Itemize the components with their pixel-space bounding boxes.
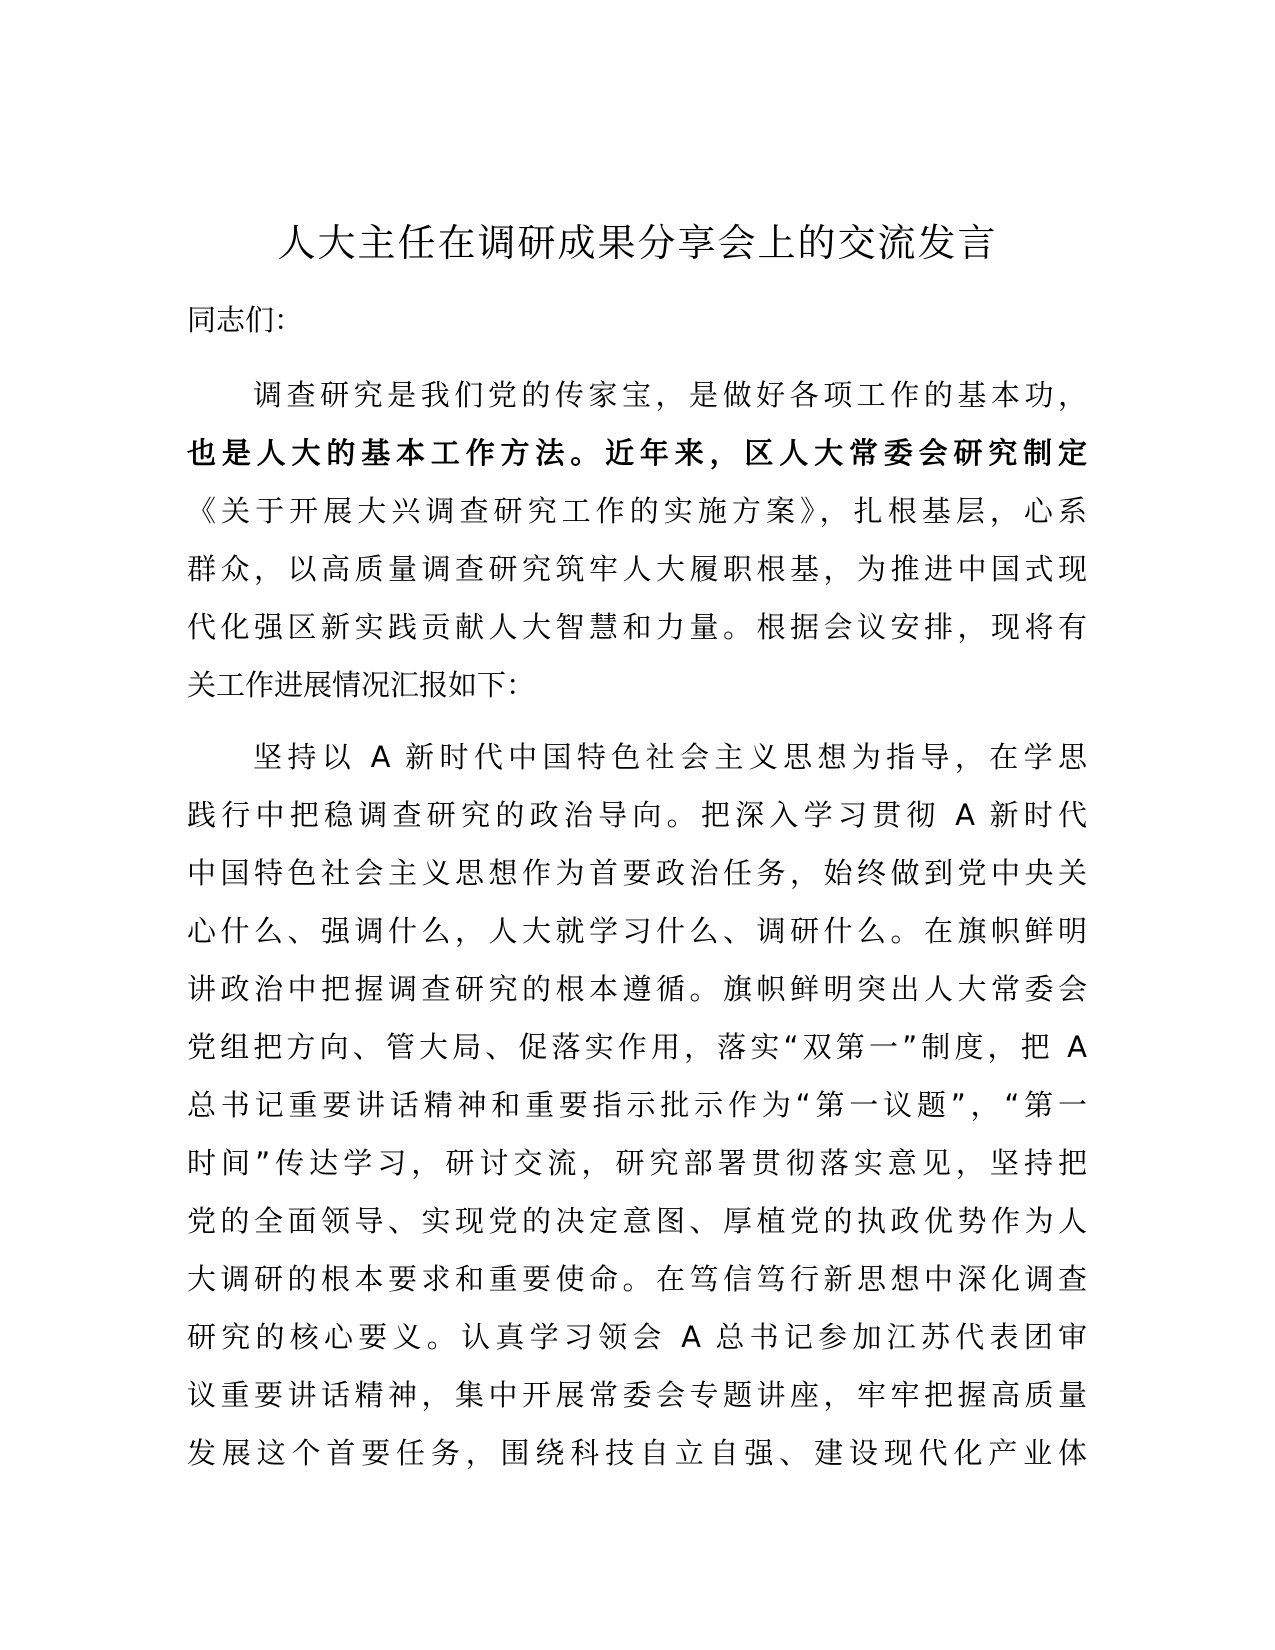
document-title: 人大主任在调研成果分享会上的交流发言 xyxy=(277,221,998,265)
paragraph-line: 代化强区新实践贡献人大智慧和力量。根据会议安排，现将有 xyxy=(187,610,1087,644)
paragraph-line: 讲政治中把握调查研究的根本遵循。旗帜鲜明突出人大常委会 xyxy=(187,972,1087,1006)
paragraph-line: 心什么、强调什么，人大就学习什么、调研什么。在旗帜鲜明 xyxy=(187,914,1087,948)
paragraph-line: 群众，以高质量调查研究筑牢人大履职根基，为推进中国式现 xyxy=(187,552,1087,586)
paragraph-2 xyxy=(187,728,1087,1482)
paragraph-line: 《关于开展大兴调查研究工作的实施方案》，扎根基层，心系 xyxy=(187,494,1087,528)
paragraph-line: 议重要讲话精神，集中开展常委会专题讲座，牢牢把握高质量 xyxy=(187,1378,1087,1412)
paragraph-1 xyxy=(187,366,1087,714)
paragraph-line: 调查研究是我们党的传家宝，是做好各项工作的基本功， xyxy=(253,378,1087,412)
paragraph-line: 中国特色社会主义思想作为首要政治任务，始终做到党中央关 xyxy=(187,856,1087,890)
paragraph-line: 党的全面领导、实现党的决定意图、厚植党的执政优势作为人 xyxy=(187,1204,1087,1238)
paragraph-line: 党组把方向、管大局、促落实作用，落实“双第一”制度，把 A xyxy=(187,1030,1087,1064)
paragraph-line: 研究的核心要义。认真学习领会 A 总书记参加江苏代表团审 xyxy=(187,1320,1087,1354)
paragraph-line: 总书记重要讲话精神和重要指示批示作为“第一议题”，“第一 xyxy=(187,1088,1087,1122)
paragraph-line: 坚持以 A 新时代中国特色社会主义思想为指导，在学思 xyxy=(253,740,1087,774)
paragraph-line: 践行中把稳调查研究的政治导向。把深入学习贯彻 A 新时代 xyxy=(187,798,1087,832)
salutation: 同志们： xyxy=(187,303,304,337)
paragraph-line: 发展这个首要任务，围绕科技自立自强、建设现代化产业体 xyxy=(187,1436,1087,1470)
paragraph-line: 时间”传达学习，研讨交流，研究部署贯彻落实意见，坚持把 xyxy=(187,1146,1087,1180)
paragraph-line: 也是人大的基本工作方法。近年来，区人大常委会研究制定 xyxy=(187,436,1087,470)
paragraph-line: 大调研的根本要求和重要使命。在笃信笃行新思想中深化调查 xyxy=(187,1262,1087,1296)
paragraph-line: 关工作进展情况汇报如下： xyxy=(187,668,536,702)
